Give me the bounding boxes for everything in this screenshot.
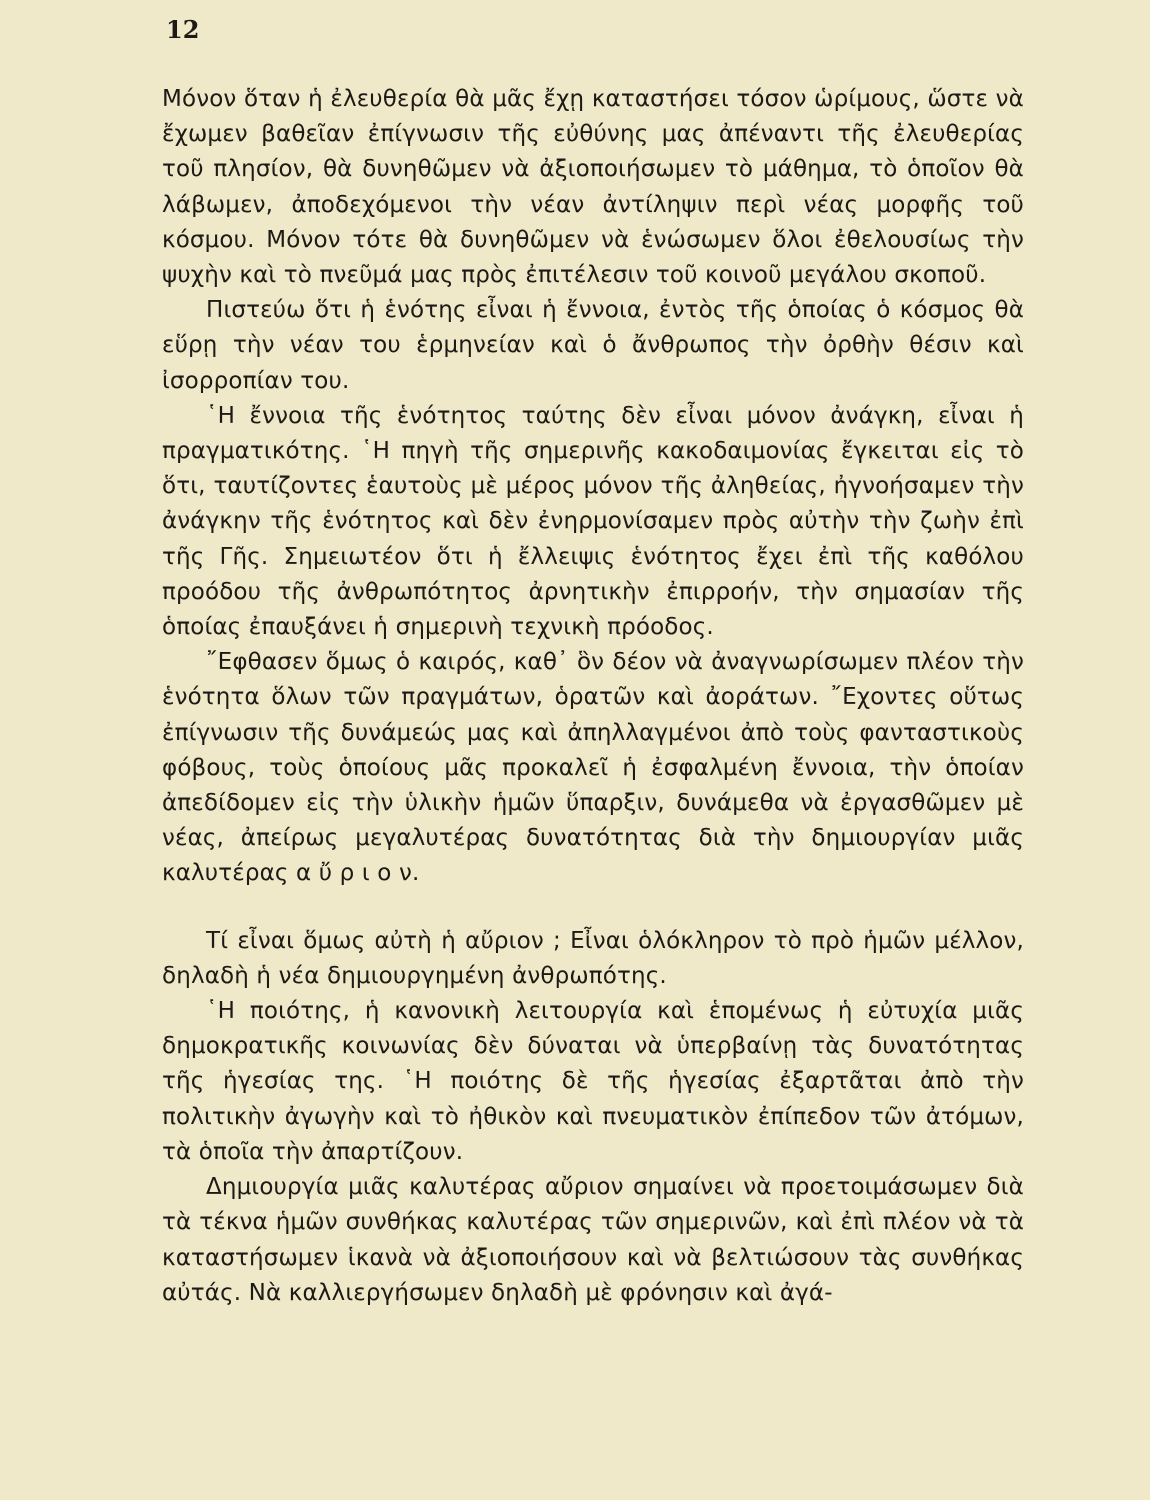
paragraph: Δημιουργία μιᾶς καλυτέρας αὔριον σημαίνει νὰ προετοιμάσωμεν διὰ τὰ τέκνα ἡμῶν συνθήκας καλυτέρας τῶν σημερινῶν, καὶ ἐπὶ πλέον νὰ τὰ καταστήσωμεν ἱκανὰ νὰ ἀξιοποιήσουν καὶ νὰ βελτιώσουν τὰς συνθήκας αὐτάς. Νὰ καλλιεργήσωμεν δηλαδὴ μὲ φρόνησιν καὶ ἀγά-: [162, 1174, 1024, 1306]
text-body: [162, 82, 1024, 1311]
paragraph: ῾Η ποιότης, ἡ κανονικὴ λειτουργία καὶ ἑπομένως ἡ εὐτυχία μιᾶς δημοκρατικῆς κοινωνίας δὲν δύναται νὰ ὑπερβαίνῃ τὰς δυνατότητας τῆς ἡγεσίας της. ῾Η ποιότης δὲ τῆς ἡγεσίας ἐξαρτᾶται ἀπὸ τὴν πολιτικὴν ἀγωγὴν καὶ τὸ ἠθικὸν καὶ πνευματικὸν ἐπίπεδον τῶν ἀτόμων, τὰ ὁποῖα τὴν ἀπαρτίζουν.: [162, 998, 1024, 1165]
paragraph: ῎Εφθασεν ὅμως ὁ καιρός, καθ᾿ ὃν δέον νὰ ἀναγνωρίσωμεν πλέον τὴν ἑνότητα ὅλων τῶν πραγμάτων, ὁρατῶν καὶ ἀοράτων. ῎Εχοντες οὕτως ἐπίγνωσιν τῆς δυνάμεώς μας καὶ ἀπηλλαγμένοι ἀπὸ τοὺς φανταστικοὺς φόβους, τοὺς ὁποίους μᾶς προκαλεῖ ἡ ἐσφαλμένη ἔννοια, τὴν ὁποίαν ἀπεδίδομεν εἰς τὴν ὑλικὴν ἡμῶν ὕπαρξιν, δυνάμεθα νὰ ἐργασθῶμεν μὲ νέας, ἀπείρως μεγαλυτέρας δυνατότητας διὰ τὴν δημιουργίαν μιᾶς καλυτέρας α ὔ ρ ι ο ν.: [162, 649, 1024, 887]
page-number: 12: [166, 15, 200, 44]
paragraph: Μόνον ὅταν ἡ ἐλευθερία θὰ μᾶς ἔχῃ καταστήσει τόσον ὡρίμους, ὥστε νὰ ἔχωμεν βαθεῖαν ἐπίγνωσιν τῆς εὐθύνης μας ἀπέναντι τῆς ἐλευθερίας τοῦ πλησίον, θὰ δυνηθῶμεν νὰ ἀξιοποιήσωμεν τὸ μάθημα, τὸ ὁποῖον θὰ λάβωμεν, ἀποδεχόμενοι τὴν νέαν ἀντίληψιν περὶ νέας μορφῆς τοῦ κόσμου. Μόνον τότε θὰ δυνηθῶμεν νὰ ἑνώσωμεν ὅλοι ἐθελουσίως τὴν ψυχὴν καὶ τὸ πνεῦμά μας πρὸς ἐπιτέλεσιν τοῦ κοινοῦ μεγάλου σκοποῦ.: [162, 86, 1024, 289]
paragraph: ῾Η ἔννοια τῆς ἑνότητος ταύτης δὲν εἶναι μόνον ἀνάγκη, εἶναι ἡ πραγματικότης. ῾Η πηγὴ τῆς σημερινῆς κακοδαιμονίας ἔγκειται εἰς τὸ ὅτι, ταυτίζοντες ἑαυτοὺς μὲ μέρος μόνον τῆς ἀληθείας, ἠγνοήσαμεν τὴν ἀνάγκην τῆς ἑνότητος καὶ δὲν ἐνηρμονίσαμεν πρὸς αὐτὴν τὴν ζωὴν ἐπὶ τῆς Γῆς. Σημειωτέον ὅτι ἡ ἔλλειψις ἑνότητος ἔχει ἐπὶ τῆς καθόλου προόδου τῆς ἀνθρωπότητος ἀρνητικὴν ἐπιρροήν, τὴν σημασίαν τῆς ὁποίας ἐπαυξάνει ἡ σημερινὴ τεχνικὴ πρόοδος.: [162, 402, 1024, 641]
paragraph: Τί εἶναι ὅμως αὐτὴ ἡ αὔριον ; Εἶναι ὁλόκληρον τὸ πρὸ ἡμῶν μέλλον, δηλαδὴ ἡ νέα δημιουργημένη ἀνθρωπότης.: [162, 927, 1024, 989]
paragraph: Πιστεύω ὅτι ἡ ἑνότης εἶναι ἡ ἔννοια, ἐντὸς τῆς ὁποίας ὁ κόσμος θὰ εὕρῃ τὴν νέαν του ἑρμηνείαν καὶ ὁ ἄνθρωπος τὴν ὀρθὴν θέσιν καὶ ἰσορροπίαν του.: [162, 297, 1024, 394]
